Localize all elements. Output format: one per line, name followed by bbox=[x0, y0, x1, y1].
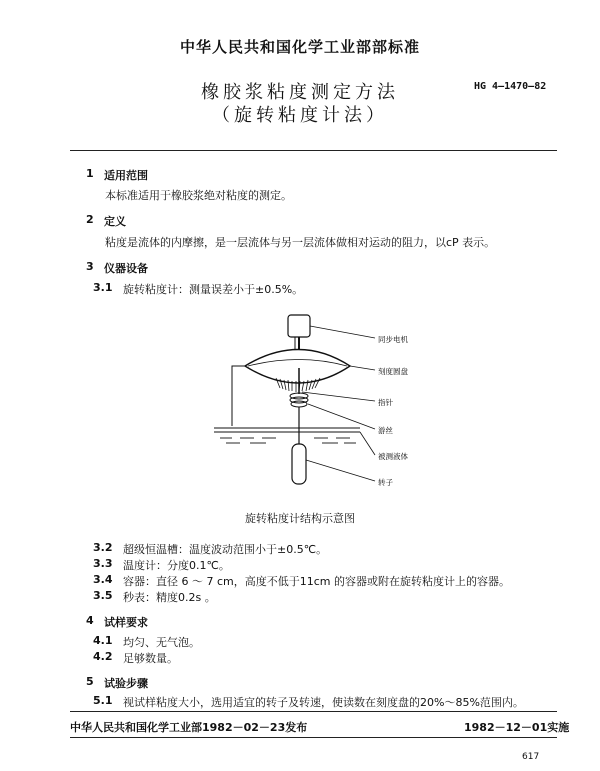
rotational-viscometer-diagram bbox=[210, 308, 420, 503]
clause-number: 3.4 bbox=[93, 573, 113, 586]
page-number: 617 bbox=[522, 752, 540, 762]
clause-number: 3.2 bbox=[93, 541, 113, 554]
clause-number: 3.5 bbox=[93, 589, 113, 602]
section-number: 5 bbox=[86, 675, 94, 688]
clause-text: 容器：直径 6 ～ 7 cm，高度不低于11cm 的容器或附在旋转粘度计上的容器。 bbox=[123, 575, 511, 588]
label-rotor: 转子 bbox=[378, 478, 393, 487]
section-5-heading bbox=[86, 675, 286, 689]
section-title: 适用范围 bbox=[104, 169, 148, 182]
clause-4-2 bbox=[93, 650, 553, 664]
section-3-heading bbox=[86, 260, 286, 274]
clause-4-1 bbox=[93, 634, 553, 648]
clause-number: 4.2 bbox=[93, 650, 113, 663]
clause-3-5 bbox=[93, 589, 553, 603]
side-bracket bbox=[232, 366, 245, 426]
clause-text: 温度计：分度0.1℃。 bbox=[123, 559, 230, 572]
dial-disk bbox=[245, 350, 350, 384]
section-title: 定义 bbox=[104, 215, 126, 228]
figure-caption: 旋转粘度计结构示意图 bbox=[245, 512, 355, 525]
section-2-heading bbox=[86, 213, 286, 227]
clause-number: 4.1 bbox=[93, 634, 113, 647]
footer-divider-bottom bbox=[70, 737, 557, 738]
section-number: 2 bbox=[86, 213, 94, 226]
clause-3-3 bbox=[93, 557, 553, 571]
section-1-heading bbox=[86, 167, 286, 181]
section-number: 1 bbox=[86, 167, 94, 180]
footer-divider bbox=[70, 711, 557, 712]
effective-date: 1982－12－01实施 bbox=[464, 721, 570, 734]
synchronous-motor bbox=[288, 315, 310, 337]
section-title: 试验步骤 bbox=[104, 677, 148, 690]
section-number: 4 bbox=[86, 614, 94, 627]
section-2-text: 粘度是流体的内摩擦，是一层流体与另一层流体做相对运动的阻力，以cP 表示。 bbox=[105, 236, 496, 249]
section-title: 仪器设备 bbox=[104, 262, 148, 275]
label-test-liquid: 被测液体 bbox=[378, 452, 408, 461]
label-hairspring: 游丝 bbox=[378, 426, 393, 435]
clause-3-2 bbox=[93, 541, 553, 555]
section-number: 3 bbox=[86, 260, 94, 273]
section-4-heading bbox=[86, 614, 286, 628]
clause-3-4 bbox=[93, 573, 553, 587]
section-title: 试样要求 bbox=[104, 616, 148, 629]
clause-text: 视试样粘度大小，选用适宜的转子及转速，使读数在刻度盘的20%～85%范围内。 bbox=[123, 696, 524, 709]
clause-number: 3.3 bbox=[93, 557, 113, 570]
clause-text: 足够数量。 bbox=[123, 652, 178, 665]
clause-number: 5.1 bbox=[93, 694, 113, 707]
clause-text: 秒表：精度0.2s 。 bbox=[123, 591, 216, 604]
leader-lines bbox=[302, 326, 375, 481]
clause-text: 超级恒温槽：温度波动范围小于±0.5℃。 bbox=[123, 543, 328, 556]
header-divider bbox=[70, 150, 557, 151]
label-pointer: 指针 bbox=[378, 398, 393, 407]
label-synchronous-motor: 同步电机 bbox=[378, 335, 408, 344]
label-dial-disk: 刻度圆盘 bbox=[378, 367, 408, 376]
clause-5-1 bbox=[93, 694, 553, 708]
document-title: 橡胶浆粘度测定方法 bbox=[201, 82, 399, 103]
document-subtitle: （旋转粘度计法） bbox=[212, 105, 388, 126]
issue-date: 中华人民共和国化学工业部1982－02－23发布 bbox=[70, 721, 308, 734]
hairspring bbox=[290, 393, 308, 407]
section-1-text: 本标准适用于橡胶浆绝对粘度的测定。 bbox=[105, 189, 292, 202]
clause-number: 3.1 bbox=[93, 281, 113, 294]
issuing-organization: 中华人民共和国化学工业部部标准 bbox=[179, 38, 420, 56]
clause-text: 均匀、无气泡。 bbox=[123, 636, 200, 649]
liquid-surface bbox=[214, 428, 360, 443]
standard-number: HG 4—1470—82 bbox=[474, 81, 547, 92]
clause-text: 旋转粘度计：测量误差小于±0.5%。 bbox=[123, 283, 304, 296]
clause-3-1 bbox=[93, 281, 553, 295]
rotor bbox=[292, 444, 306, 484]
